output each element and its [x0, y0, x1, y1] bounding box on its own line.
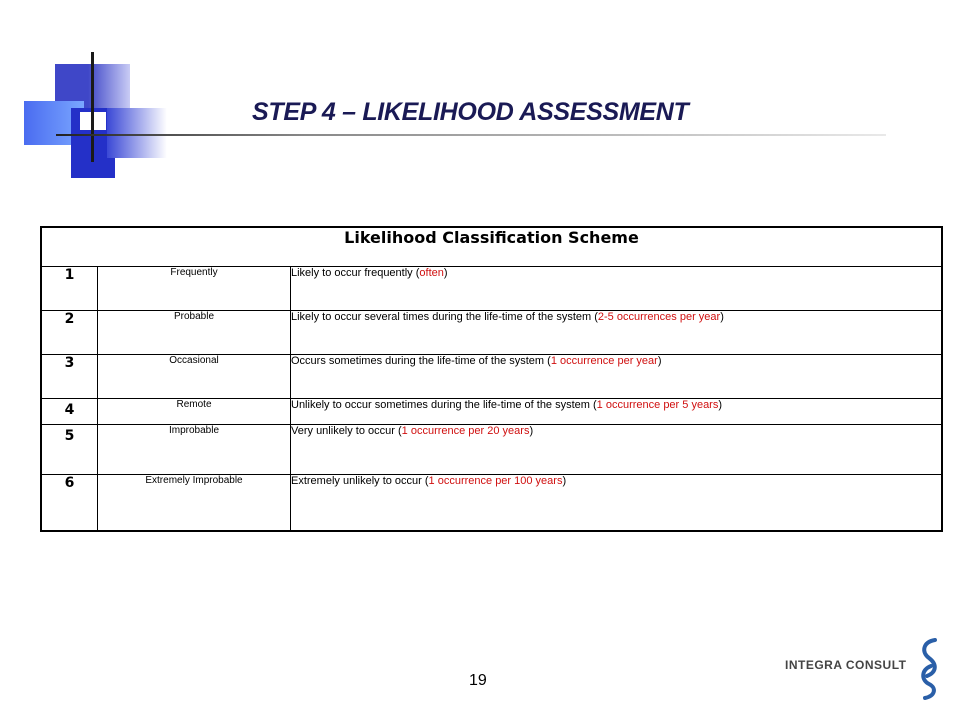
row-description: Occurs sometimes during the life-time of the system (1 occurrence per year): [291, 355, 943, 399]
row-number: 3: [41, 355, 98, 399]
row-description: Very unlikely to occur (1 occurrence per 20 years): [291, 425, 943, 475]
frequency-highlight: 1 occurrence per 5 years: [596, 399, 719, 412]
frequency-highlight: 1 occurrence per year: [550, 355, 658, 368]
row-number: 1: [41, 267, 98, 311]
deco-square-gradient: [107, 108, 167, 158]
logo-text: INTEGRA CONSULT: [785, 658, 907, 672]
row-number: 4: [41, 399, 98, 425]
table-row: [41, 399, 942, 425]
frequency-highlight: often: [419, 267, 444, 280]
row-term: Occasional: [98, 355, 291, 399]
table-row: [41, 355, 942, 399]
title-underline: [56, 134, 886, 136]
deco-vertical-line: [91, 52, 94, 162]
slide-title: STEP 4 – LIKELIHOOD ASSESSMENT: [252, 98, 689, 126]
row-term: Extremely Improbable: [98, 475, 291, 531]
row-description: Likely to occur frequently (often): [291, 267, 943, 311]
frequency-highlight: 2-5 occurrences per year: [597, 311, 721, 324]
table-caption: Likelihood Classification Scheme: [41, 227, 942, 267]
frequency-highlight: 1 occurrence per 100 years: [428, 475, 563, 488]
row-term: Remote: [98, 399, 291, 425]
deco-square-fade: [88, 64, 130, 110]
row-description: Extremely unlikely to occur (1 occurrence per 100 years): [291, 475, 943, 531]
row-number: 2: [41, 311, 98, 355]
row-number: 6: [41, 475, 98, 531]
row-description: Likely to occur several times during the life-time of the system (2-5 occurrences per year): [291, 311, 943, 355]
integra-s-swirl-icon: [917, 636, 943, 702]
row-description: Unlikely to occur sometimes during the life-time of the system (1 occurrence per 5 years): [291, 399, 943, 425]
page-number: 19: [469, 672, 487, 689]
frequency-highlight: 1 occurrence per 20 years: [401, 425, 530, 438]
likelihood-table: [40, 226, 943, 532]
row-term: Probable: [98, 311, 291, 355]
row-number: 5: [41, 425, 98, 475]
table-row: [41, 267, 942, 311]
integra-consult-logo: [785, 636, 945, 702]
table-row: [41, 425, 942, 475]
table-row: [41, 311, 942, 355]
row-term: Frequently: [98, 267, 291, 311]
row-term: Improbable: [98, 425, 291, 475]
table-row: [41, 475, 942, 531]
